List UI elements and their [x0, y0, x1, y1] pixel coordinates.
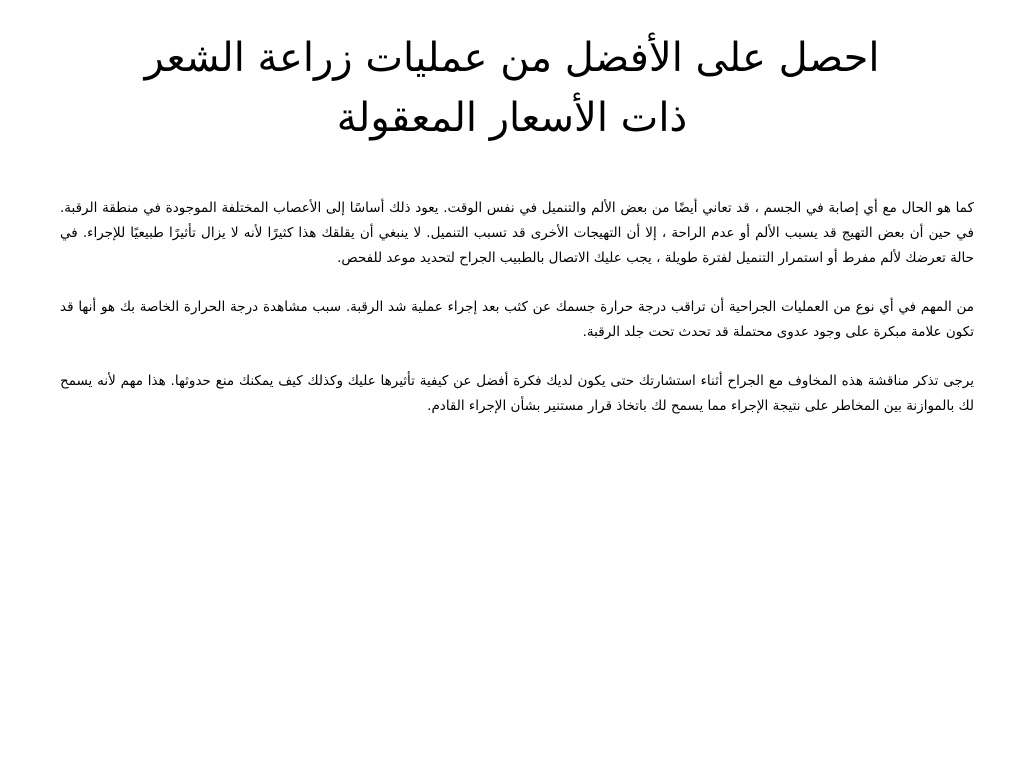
- slide-body: [60, 196, 974, 443]
- slide-title: [60, 28, 964, 148]
- body-paragraph-2: من المهم في أي نوع من العمليات الجراحية أن تراقب درجة حرارة جسمك عن كثب بعد إجراء عملية شد الرقبة. سبب مشاهدة درجة الحرارة الخاصة بك هو أنها قد تكون علامة مبكرة على وجود عدوى محتملة قد تحدث تحت جلد الرقبة.: [60, 299, 974, 340]
- slide-title-line-2: ذات الأسعار المعقولة: [336, 95, 688, 141]
- slide-title-line-1: احصل على الأفضل من عمليات زراعة الشعر: [144, 35, 880, 81]
- body-paragraph-3: يرجى تذكر مناقشة هذه المخاوف مع الجراح أثناء استشارتك حتى يكون لديك فكرة أفضل عن كيفية تأثيرها عليك وكذلك كيف يمكنك منع حدوثها. هذا مهم لأنه يسمح لك بالموازنة بين المخاطر على نتيجة الإجراء مما يسمح لك باتخاذ قرار مستنير بشأن الإجراء القادم.: [60, 373, 974, 414]
- body-paragraph-1: كما هو الحال مع أي إصابة في الجسم ، قد تعاني أيضًا من بعض الألم والتنميل في نفس الوقت. يعود ذلك أساسًا إلى الأعصاب المختلفة الموجودة في منطقة الرقبة. في حين أن بعض التهيج قد يسبب الألم أو عدم الراحة ، إلا أن التهيجات الأخرى قد تسبب التنميل. لا ينبغي أن يقلقك هذا كثيرًا لأنه لا يزال تأثيرًا طبيعيًا للإجراء. في حالة تعرضك لألم مفرط أو استمرار التنميل لفترة طويلة ، يجب عليك الاتصال بالطبيب الجراح لتحديد موعد للفحص.: [60, 200, 974, 266]
